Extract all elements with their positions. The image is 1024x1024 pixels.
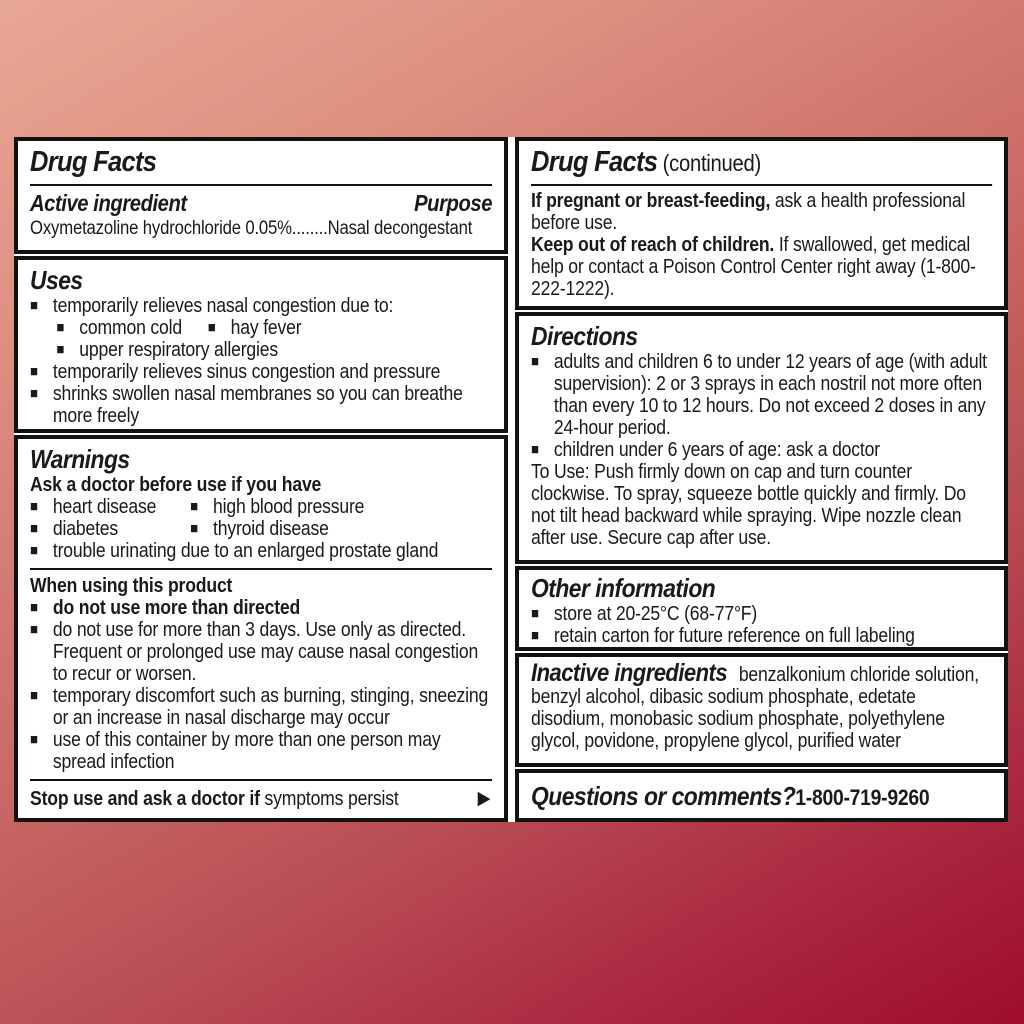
bullet-item: ■ do not use more than directed [30,597,301,619]
phone-number: 1-800-719-9260 [795,784,930,810]
bullet-pair-row [30,317,492,339]
drug-facts-title: Drug Facts [30,146,157,178]
arrow-right-icon: ▶ [477,788,491,809]
divider [30,184,492,186]
active-ingredient-row [30,190,492,217]
drug-facts-header-box [14,137,508,254]
bullet-square-icon: ■ [30,520,38,537]
bullet-item: ■ thyroid disease [190,518,329,540]
stop-use-text: symptoms persist [259,788,399,810]
bullet-square-icon: ■ [190,520,198,537]
bullet-square-icon: ■ [531,441,539,458]
warnings-heading: Warnings [30,444,130,474]
bullet-square-icon: ■ [30,297,38,314]
bullet-item: ■ adults and children 6 to under 12 years of age (with adult supervision): 2 or 3 sprays in each nostril not more often than every 10 to 12 hours. Do not exceed 2 doses in any 24-hour period. [531,351,987,439]
other-information-heading: Other information [531,573,716,603]
divider [30,779,492,781]
questions-row [531,781,937,811]
bullet-item: ■ use of this container by more than one person may spread infection [30,729,441,773]
bullet-square-icon: ■ [531,353,539,370]
inactive-ingredients-heading: Inactive ingredients [531,659,728,687]
inactive-ingredients-box [515,653,1008,767]
bullet-square-icon: ■ [30,687,38,704]
uses-box [14,256,508,433]
bullet-item: ■ diabetes [30,518,119,540]
directions-heading: Directions [531,321,638,351]
bullet-item: ■ shrinks swollen nasal membranes so you can breathe more freely [30,383,463,427]
label-column-left [14,137,508,822]
keep-out-warning: Keep out of reach of children. If swallowed, get medical help or contact a Poison Control Center right away (1-800-222-1222). [531,234,976,300]
active-ingredient-heading: Active ingredient [30,190,187,216]
bullet-item: ■ trouble urinating due to an enlarged prostate gland [30,540,439,562]
to-use-instructions: To Use: Push firmly down on cap and turn counter clockwise. To spray, squeeze bottle quickly and firmly. Do not tilt head backward while spraying. Wipe nozzle clean after use. Secure cap after use. [531,461,966,549]
drug-facts-label [14,137,1008,822]
bullet-item: ■ temporarily relieves sinus congestion and pressure [30,361,441,383]
divider [531,184,992,186]
bullet-square-icon: ■ [30,599,38,616]
continued-header-box [515,137,1008,310]
label-column-right [515,137,1008,822]
bullet-square-icon: ■ [30,542,38,559]
stop-use-label: Stop use and ask a doctor if [30,788,260,810]
questions-heading: Questions or comments? [531,780,796,811]
bullet-item: ■ upper respiratory allergies [56,339,279,361]
bullet-item: ■ children under 6 years of age: ask a doctor [531,439,880,461]
bullet-square-icon: ■ [531,605,539,622]
bullet-pair-row [30,496,492,518]
directions-box [515,312,1008,564]
uses-heading: Uses [30,265,83,295]
bullet-square-icon: ■ [30,385,38,402]
bullet-item: ■ heart disease [30,496,157,518]
bullet-item: ■ store at 20-25°C (68-77°F) [531,603,758,625]
bullet-square-icon: ■ [531,627,539,644]
ask-doctor-subheading: Ask a doctor before use if you have [30,474,322,496]
bullet-item: ■ high blood pressure [190,496,365,518]
when-using-heading: When using this product [30,575,233,597]
other-information-box [515,566,1008,651]
purpose-heading: Purpose [414,190,493,216]
bullet-item: ■ temporary discomfort such as burning, stinging, sneezing or an increase in nasal discharge may occur [30,685,489,729]
bullet-pair-row [30,518,492,540]
divider [30,568,492,570]
questions-box [515,769,1008,822]
bullet-square-icon: ■ [207,319,216,336]
bullet-square-icon: ■ [30,621,38,638]
stop-use-row [30,786,492,812]
bullet-square-icon: ■ [30,498,38,515]
bullet-item: ■ temporarily relieves nasal congestion due to: [30,295,394,317]
warnings-box [14,435,508,822]
active-ingredient-value: Oxymetazoline hydrochloride 0.05%........Nasal decongestant [30,218,473,239]
pregnant-warning: If pregnant or breast-feeding, ask a health professional before use. [531,190,970,234]
drug-facts-continued-title: Drug Facts (continued) [531,146,761,178]
bullet-item: ■ common cold [56,317,183,339]
inactive-ingredients-paragraph: Inactive ingredients benzalkonium chloride solution, benzyl alcohol, dibasic sodium phosphate, edetate disodium, monobasic sodium phosphate, polyethylene glycol, povidone, propylene glycol, purified water [531,659,984,752]
bullet-square-icon: ■ [190,498,198,515]
bullet-square-icon: ■ [56,341,65,358]
bullet-square-icon: ■ [30,731,38,748]
bullet-item: ■ hay fever [207,317,302,339]
bullet-square-icon: ■ [30,363,38,380]
bullet-item: ■ retain carton for future reference on full labeling [531,625,915,647]
bullet-item: ■ do not use for more than 3 days. Use only as directed. Frequent or prolonged use may cause nasal congestion to recur or worsen. [30,619,479,685]
bullet-square-icon: ■ [56,319,65,336]
